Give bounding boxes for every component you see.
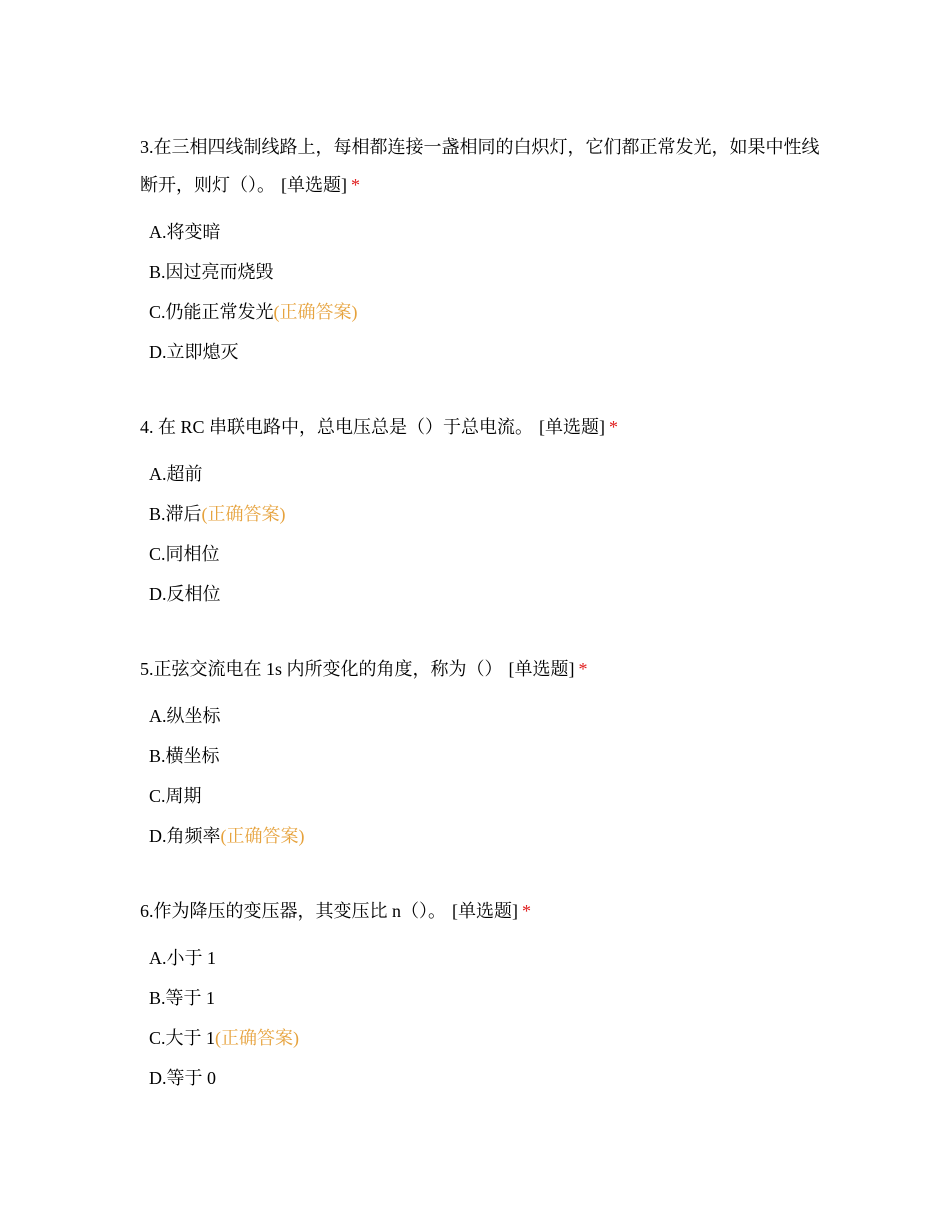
question-type-label: [单选题] [281,175,347,195]
option-list [140,212,820,372]
option-list [140,938,820,1098]
correct-answer-mark: (正确答案) [215,1028,300,1048]
option-text: B.等于 1 [149,988,216,1008]
question-text: 6.作为降压的变压器，其变压比 n（）。 [140,901,446,921]
correct-answer-mark: (正确答案) [201,504,286,524]
question-type-label: [单选题] [539,417,606,437]
question-title [140,408,820,446]
option-b [149,978,820,1018]
question-4 [140,408,820,614]
option-c [149,1018,820,1058]
correct-answer-mark: (正确答案) [273,302,358,322]
option-c [149,292,820,332]
option-text: D.立即熄灭 [149,342,239,362]
option-text: B.因过亮而烧毁 [149,262,274,282]
option-list [140,696,820,856]
option-a [149,696,820,736]
option-text: C.同相位 [149,544,220,564]
option-a [149,212,820,252]
option-text: A.纵坐标 [149,706,221,726]
question-3 [140,128,820,372]
question-type-label: [单选题] [452,901,518,921]
option-a [149,938,820,978]
option-d [149,574,820,614]
option-text: C.大于 1 [149,1028,216,1048]
option-d [149,1058,820,1098]
option-c [149,534,820,574]
question-5 [140,650,820,856]
question-title [140,128,820,204]
required-star: * [578,659,588,679]
required-star: * [609,417,619,437]
option-text: A.超前 [149,464,203,484]
required-star: * [351,175,360,195]
question-6 [140,892,820,1098]
question-title [140,892,820,930]
option-text: C.周期 [149,786,202,806]
option-text: D.反相位 [149,584,221,604]
question-text: 4. 在 RC 串联电路中，总电压总是（）于总电流。 [140,417,534,437]
question-text: 3.在三相四线制线路上，每相都连接一盏相同的白炽灯，它们都正常发光，如果中性线断开，则灯（）。 [140,137,820,195]
option-d [149,332,820,372]
question-type-label: [单选题] [508,659,575,679]
option-a [149,454,820,494]
option-text: A.小于 1 [149,948,216,968]
option-text: B.横坐标 [149,746,220,766]
question-title [140,650,820,688]
option-text: B.滞后 [149,504,202,524]
correct-answer-mark: (正确答案) [220,826,305,846]
required-star: * [522,901,531,921]
option-list [140,454,820,614]
option-d [149,816,820,856]
option-text: D.角频率 [149,826,221,846]
option-text: A.将变暗 [149,222,221,242]
option-b [149,494,820,534]
question-text: 5.正弦交流电在 1s 内所变化的角度，称为（） [140,659,503,679]
option-c [149,776,820,816]
option-text: D.等于 0 [149,1068,216,1088]
option-b [149,252,820,292]
option-b [149,736,820,776]
option-text: C.仍能正常发光 [149,302,274,322]
